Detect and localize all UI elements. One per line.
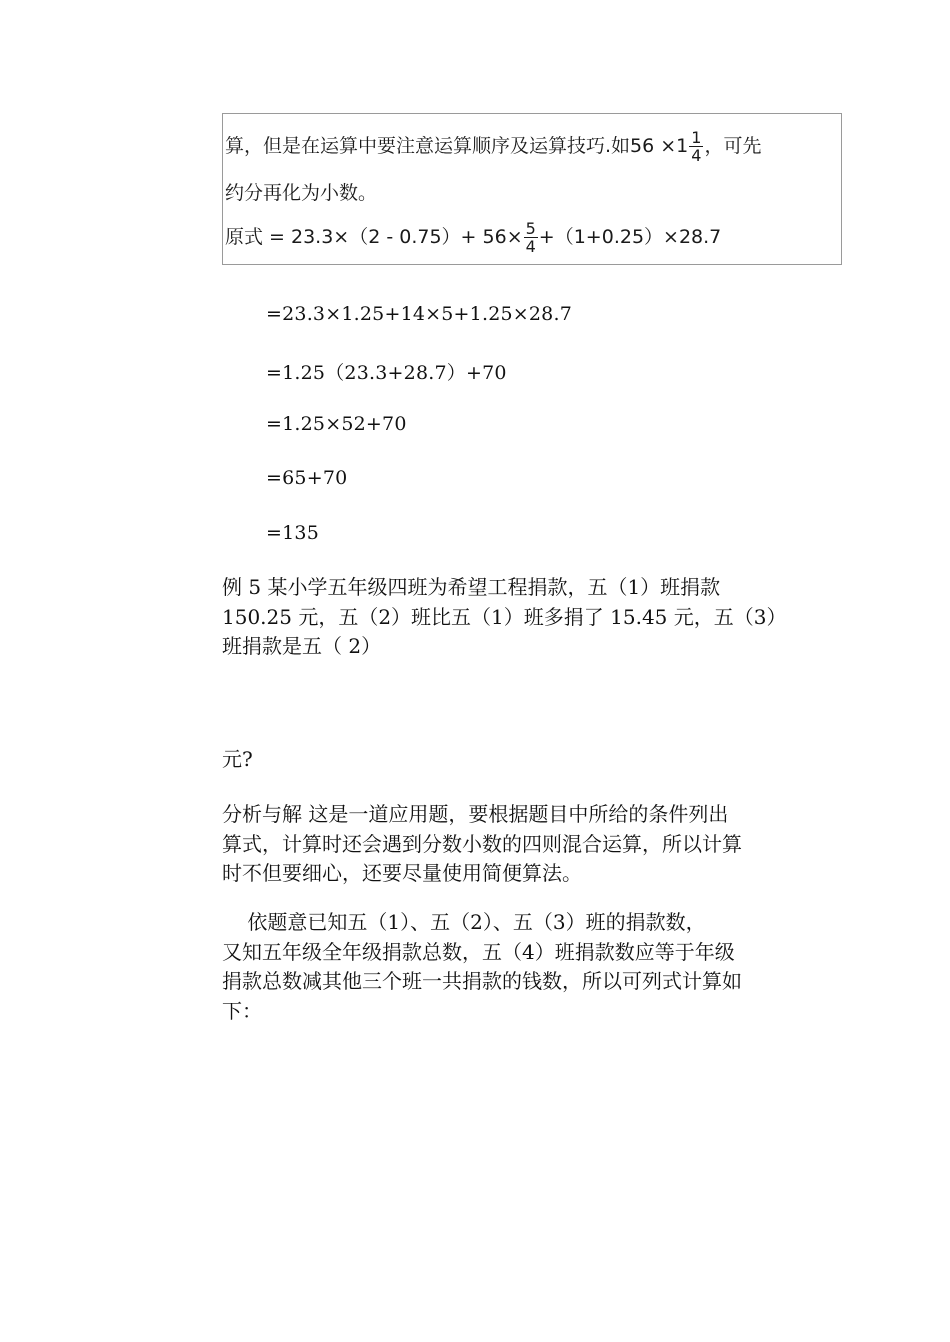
calc-step: =23.3×1.25+14×5+1.25×28.7 [266, 303, 573, 325]
paragraph-line: 分析与解 这是一道应用题，要根据题目中所给的条件列出 [222, 802, 729, 826]
paragraph-line: 150.25 元，五（2）班比五（1）班多捐了 15.45 元，五（3） [222, 604, 787, 629]
paragraph-line: 例 5 某小学五年级四班为希望工程捐款，五（1）班捐款 [222, 575, 721, 599]
paragraph-line: 时不但要细心，还要尽量使用简便算法。 [222, 861, 582, 885]
paragraph-line: 又知五年级全年级捐款总数，五（4）班捐款数应等于年级 [222, 939, 735, 964]
paragraph-line: 下： [222, 998, 262, 1023]
paragraph-line: 依题意已知五（1）、五（2）、五（3）班的捐款数， [222, 910, 706, 934]
excerpt-line-1-text: 算，但是在运算中要注意运算顺序及运算技巧.如56 ×1 [225, 135, 689, 157]
excerpt-line-3 [225, 220, 721, 255]
paragraph-line: 算式，计算时还会遇到分数小数的四则混合运算，所以计算 [222, 831, 742, 856]
fraction-numerator: 1 [691, 128, 702, 147]
calc-step: =1.25×52+70 [266, 413, 407, 435]
excerpt-line-1 [225, 129, 761, 164]
calc-step: =1.25（23.3+28.7）+70 [266, 362, 507, 384]
excerpt-line-3-tail: +（1+0.25）×28.7 [538, 226, 722, 248]
analysis-paragraph [222, 800, 802, 889]
paragraph-line: 元? [222, 747, 253, 771]
excerpt-line-1-tail: ，可先 [704, 135, 762, 157]
excerpt-line-3-text: 原式 = 23.3×（2 - 0.75）+ 56× [225, 226, 523, 248]
excerpt-line-2: 约分再化为小数。 [225, 182, 378, 204]
example-5-paragraph [222, 573, 802, 662]
calc-step: =65+70 [266, 467, 348, 489]
mixed-fraction [689, 129, 703, 164]
example-5-continuation [222, 745, 802, 775]
fraction-denominator: 4 [691, 146, 702, 165]
excerpt-image-box [222, 113, 842, 265]
fraction-numerator: 5 [525, 219, 536, 238]
calc-step: =135 [266, 522, 319, 544]
reasoning-paragraph [222, 908, 802, 1026]
paragraph-line: 捐款总数减其他三个班一共捐款的钱数，所以可列式计算如 [222, 969, 742, 993]
paragraph-line: 班捐款是五（ 2） [222, 634, 382, 658]
fraction [524, 220, 538, 255]
fraction-denominator: 4 [525, 237, 536, 256]
